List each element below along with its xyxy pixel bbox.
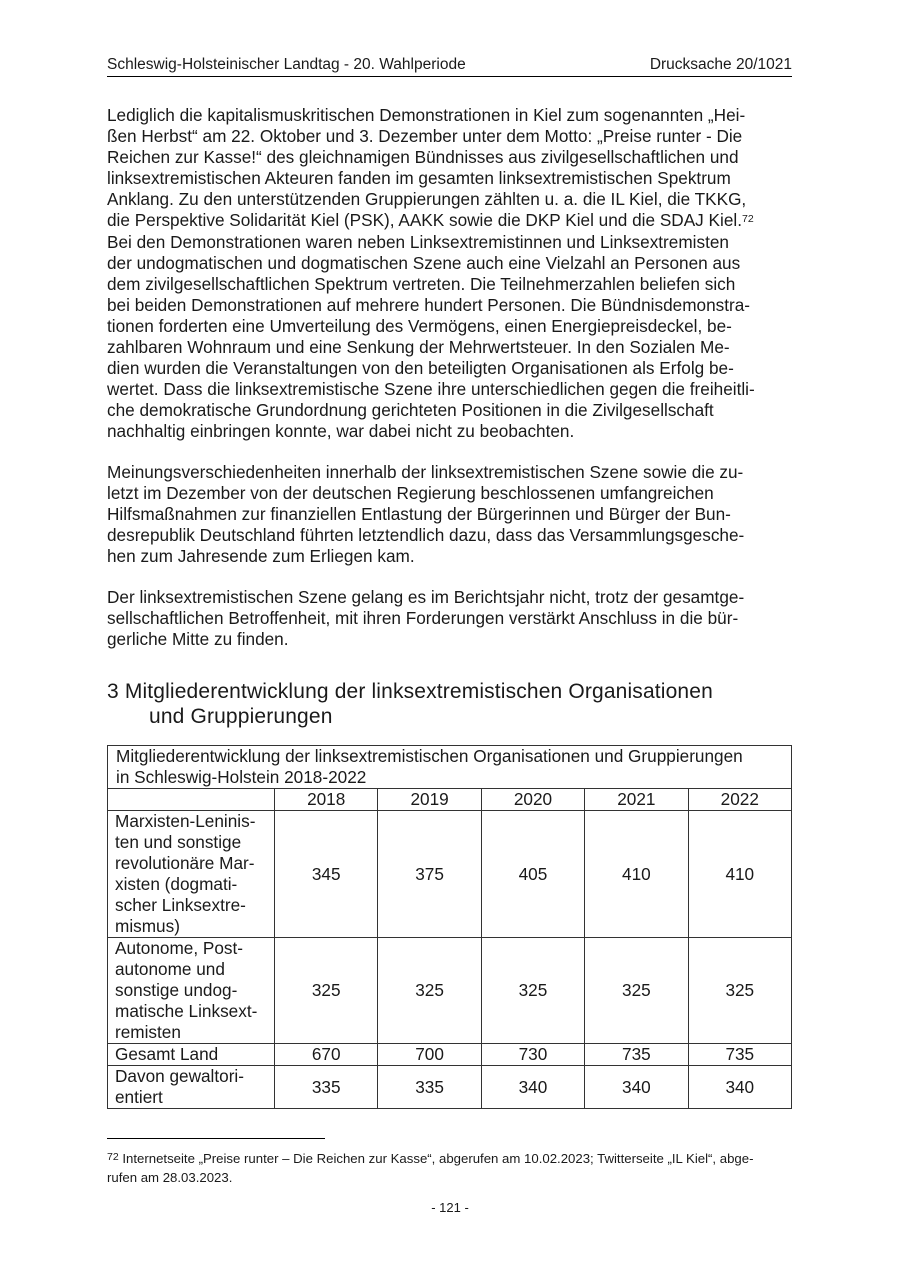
table-caption-row — [108, 746, 792, 789]
table-row — [108, 938, 792, 1044]
text-line: Reichen zur Kasse!“ des gleichnamigen Bündnisses aus zivilgesellschaftlichen und — [107, 147, 739, 168]
table-cell: 735 — [688, 1044, 791, 1066]
row-label-line: entiert — [115, 1087, 163, 1107]
table-cell: 325 — [378, 938, 481, 1044]
footnote — [107, 1149, 797, 1187]
row-label — [108, 938, 275, 1044]
text-line: nachhaltig einbringen konnte, war dabei nicht zu beobachten. — [107, 421, 575, 442]
table-cell: 670 — [275, 1044, 378, 1066]
text-line: Anklang. Zu den unterstützenden Gruppierungen zählten u. a. die IL Kiel, die TKKG, — [107, 189, 747, 210]
table-cell: 410 — [688, 811, 791, 938]
row-label-line: autonome und — [115, 959, 225, 979]
table-cell: 405 — [481, 811, 584, 938]
year-header: 2020 — [481, 789, 584, 811]
text-line: die Perspektive Solidarität Kiel (PSK), AAKK sowie die DKP Kiel und die SDAJ Kiel. — [107, 210, 742, 231]
text-line: che demokratische Grundordnung gerichteten Positionen in die Zivilgesellschaft — [107, 400, 714, 421]
text-line: letzt im Dezember von der deutschen Regierung beschlossenen umfangreichen — [107, 483, 714, 504]
row-label-line: remisten — [115, 1022, 181, 1042]
year-header: 2019 — [378, 789, 481, 811]
row-label — [108, 1044, 275, 1066]
table-cell: 325 — [481, 938, 584, 1044]
table-row — [108, 1044, 792, 1066]
text-line: desrepublik Deutschland führten letztendlich dazu, dass das Versammlungsgesche- — [107, 525, 745, 546]
footnote-line-1 — [107, 1149, 797, 1168]
table-cell: 700 — [378, 1044, 481, 1066]
row-label-line: matische Linksext- — [115, 1001, 258, 1021]
row-label-line: sonstige undog- — [115, 980, 238, 1000]
text-line: wertet. Dass die linksextremistische Szene ihre unterschiedlichen gegen die freiheitli- — [107, 379, 755, 400]
text-line-with-footnote — [107, 210, 797, 231]
table-cell: 340 — [688, 1066, 791, 1109]
row-label-line: Davon gewaltori- — [115, 1066, 244, 1086]
table-cell: 325 — [275, 938, 378, 1044]
text-line: gerliche Mitte zu finden. — [107, 629, 289, 650]
footnote-line-2: rufen am 28.03.2023. — [107, 1170, 233, 1185]
page-number: - 121 - — [431, 1200, 469, 1215]
section-heading — [107, 679, 713, 729]
table-cell: 735 — [585, 1044, 688, 1066]
paragraph-1 — [107, 105, 797, 443]
row-label-line: Marxisten-Leninis- — [115, 811, 256, 831]
row-label-line: Autonome, Post- — [115, 938, 244, 958]
table-cell: 345 — [275, 811, 378, 938]
row-label — [108, 1066, 275, 1109]
section-heading-line-2: und Gruppierungen — [149, 705, 333, 728]
membership-table — [107, 745, 792, 1109]
footnote-separator — [107, 1138, 325, 1139]
text-line: der undogmatischen und dogmatischen Szene auch eine Vielzahl an Personen aus — [107, 252, 741, 273]
row-label-line: mismus) — [115, 916, 180, 936]
document-number: Drucksache 20/1021 — [649, 56, 792, 73]
paragraph-3 — [107, 587, 797, 650]
table-row — [108, 811, 792, 938]
table-cell: 335 — [378, 1066, 481, 1109]
text-line: linksextremistischen Akteuren fanden im gesamten linksextremistischen Spektrum — [107, 168, 731, 189]
table-cell: 410 — [585, 811, 688, 938]
year-header: 2022 — [688, 789, 791, 811]
text-line: sellschaftlichen Betroffenheit, mit ihren Forderungen verstärkt Anschluss in die bür- — [107, 608, 739, 629]
table-caption-line-1: Mitgliederentwicklung der linksextremistischen Organisationen und Gruppierungen — [116, 746, 743, 766]
paragraph-2 — [107, 462, 797, 567]
text-line: dien wurden die Veranstaltungen von den beteiligten Organisationen als Erfolg be- — [107, 358, 734, 379]
year-header: 2018 — [275, 789, 378, 811]
text-line: ßen Herbst“ am 22. Oktober und 3. Dezember unter dem Motto: „Preise runter - Die — [107, 126, 743, 147]
text-line: tionen forderten eine Umverteilung des Vermögens, einen Energiepreisdeckel, be- — [107, 315, 732, 336]
table-cell: 730 — [481, 1044, 584, 1066]
table-cell: 325 — [688, 938, 791, 1044]
section-heading-line-1: 3 Mitgliederentwicklung der linksextremistischen Organisationen — [107, 680, 713, 703]
header-title: Schleswig-Holsteinischer Landtag - 20. Wahlperiode — [107, 56, 466, 73]
table-cell: 375 — [378, 811, 481, 938]
text-line: bei beiden Demonstrationen auf mehrere hundert Personen. Die Bündnisdemonstra- — [107, 294, 751, 315]
text-line: dem zivilgesellschaftlichen Spektrum vertreten. Die Teilnehmerzahlen beliefen sich — [107, 273, 736, 294]
year-header: 2021 — [585, 789, 688, 811]
table-caption — [108, 746, 792, 789]
text-line: zahlbaren Wohnraum und eine Senkung der Mehrwertsteuer. In den Sozialen Me- — [107, 337, 730, 358]
table-cell: 335 — [275, 1066, 378, 1109]
row-label-line: ten und sonstige — [115, 832, 242, 852]
text-line: Meinungsverschiedenheiten innerhalb der linksextremistischen Szene sowie die zu- — [107, 462, 744, 482]
text-line: Der linksextremistischen Szene gelang es im Berichtsjahr nicht, trotz der gesamtge- — [107, 587, 745, 607]
text-line: Hilfsmaßnahmen zur finanziellen Entlastung der Bürgerinnen und Bürger der Bun- — [107, 504, 731, 525]
table-header-row — [108, 789, 792, 811]
table-cell: 340 — [481, 1066, 584, 1109]
empty-header-cell — [108, 789, 275, 811]
text-line: hen zum Jahresende zum Erliegen kam. — [107, 546, 415, 567]
table-caption-line-2: in Schleswig-Holstein 2018-2022 — [116, 767, 367, 787]
row-label-line: revolutionäre Mar- — [115, 853, 255, 873]
text-line: Bei den Demonstrationen waren neben Linksextremistinnen und Linksextremisten — [107, 231, 729, 252]
row-label-line: Gesamt Land — [115, 1044, 219, 1064]
page-header — [107, 56, 792, 77]
row-label-line: xisten (dogmati- — [115, 874, 238, 894]
table-row — [108, 1066, 792, 1109]
row-label-line: scher Linksextre- — [115, 895, 246, 915]
footnote-text: Internetseite „Preise runter – Die Reichen zur Kasse“, abgerufen am 10.02.2023; Twitterseite „IL Kiel“, abge- — [118, 1151, 754, 1166]
footnote-reference[interactable]: 72 — [741, 213, 754, 226]
footnote-number: 72 — [107, 1151, 119, 1163]
text-line: Lediglich die kapitalismuskritischen Demonstrationen in Kiel zum sogenannten „Hei- — [107, 105, 746, 125]
row-label — [108, 811, 275, 938]
table-cell: 340 — [585, 1066, 688, 1109]
table-cell: 325 — [585, 938, 688, 1044]
